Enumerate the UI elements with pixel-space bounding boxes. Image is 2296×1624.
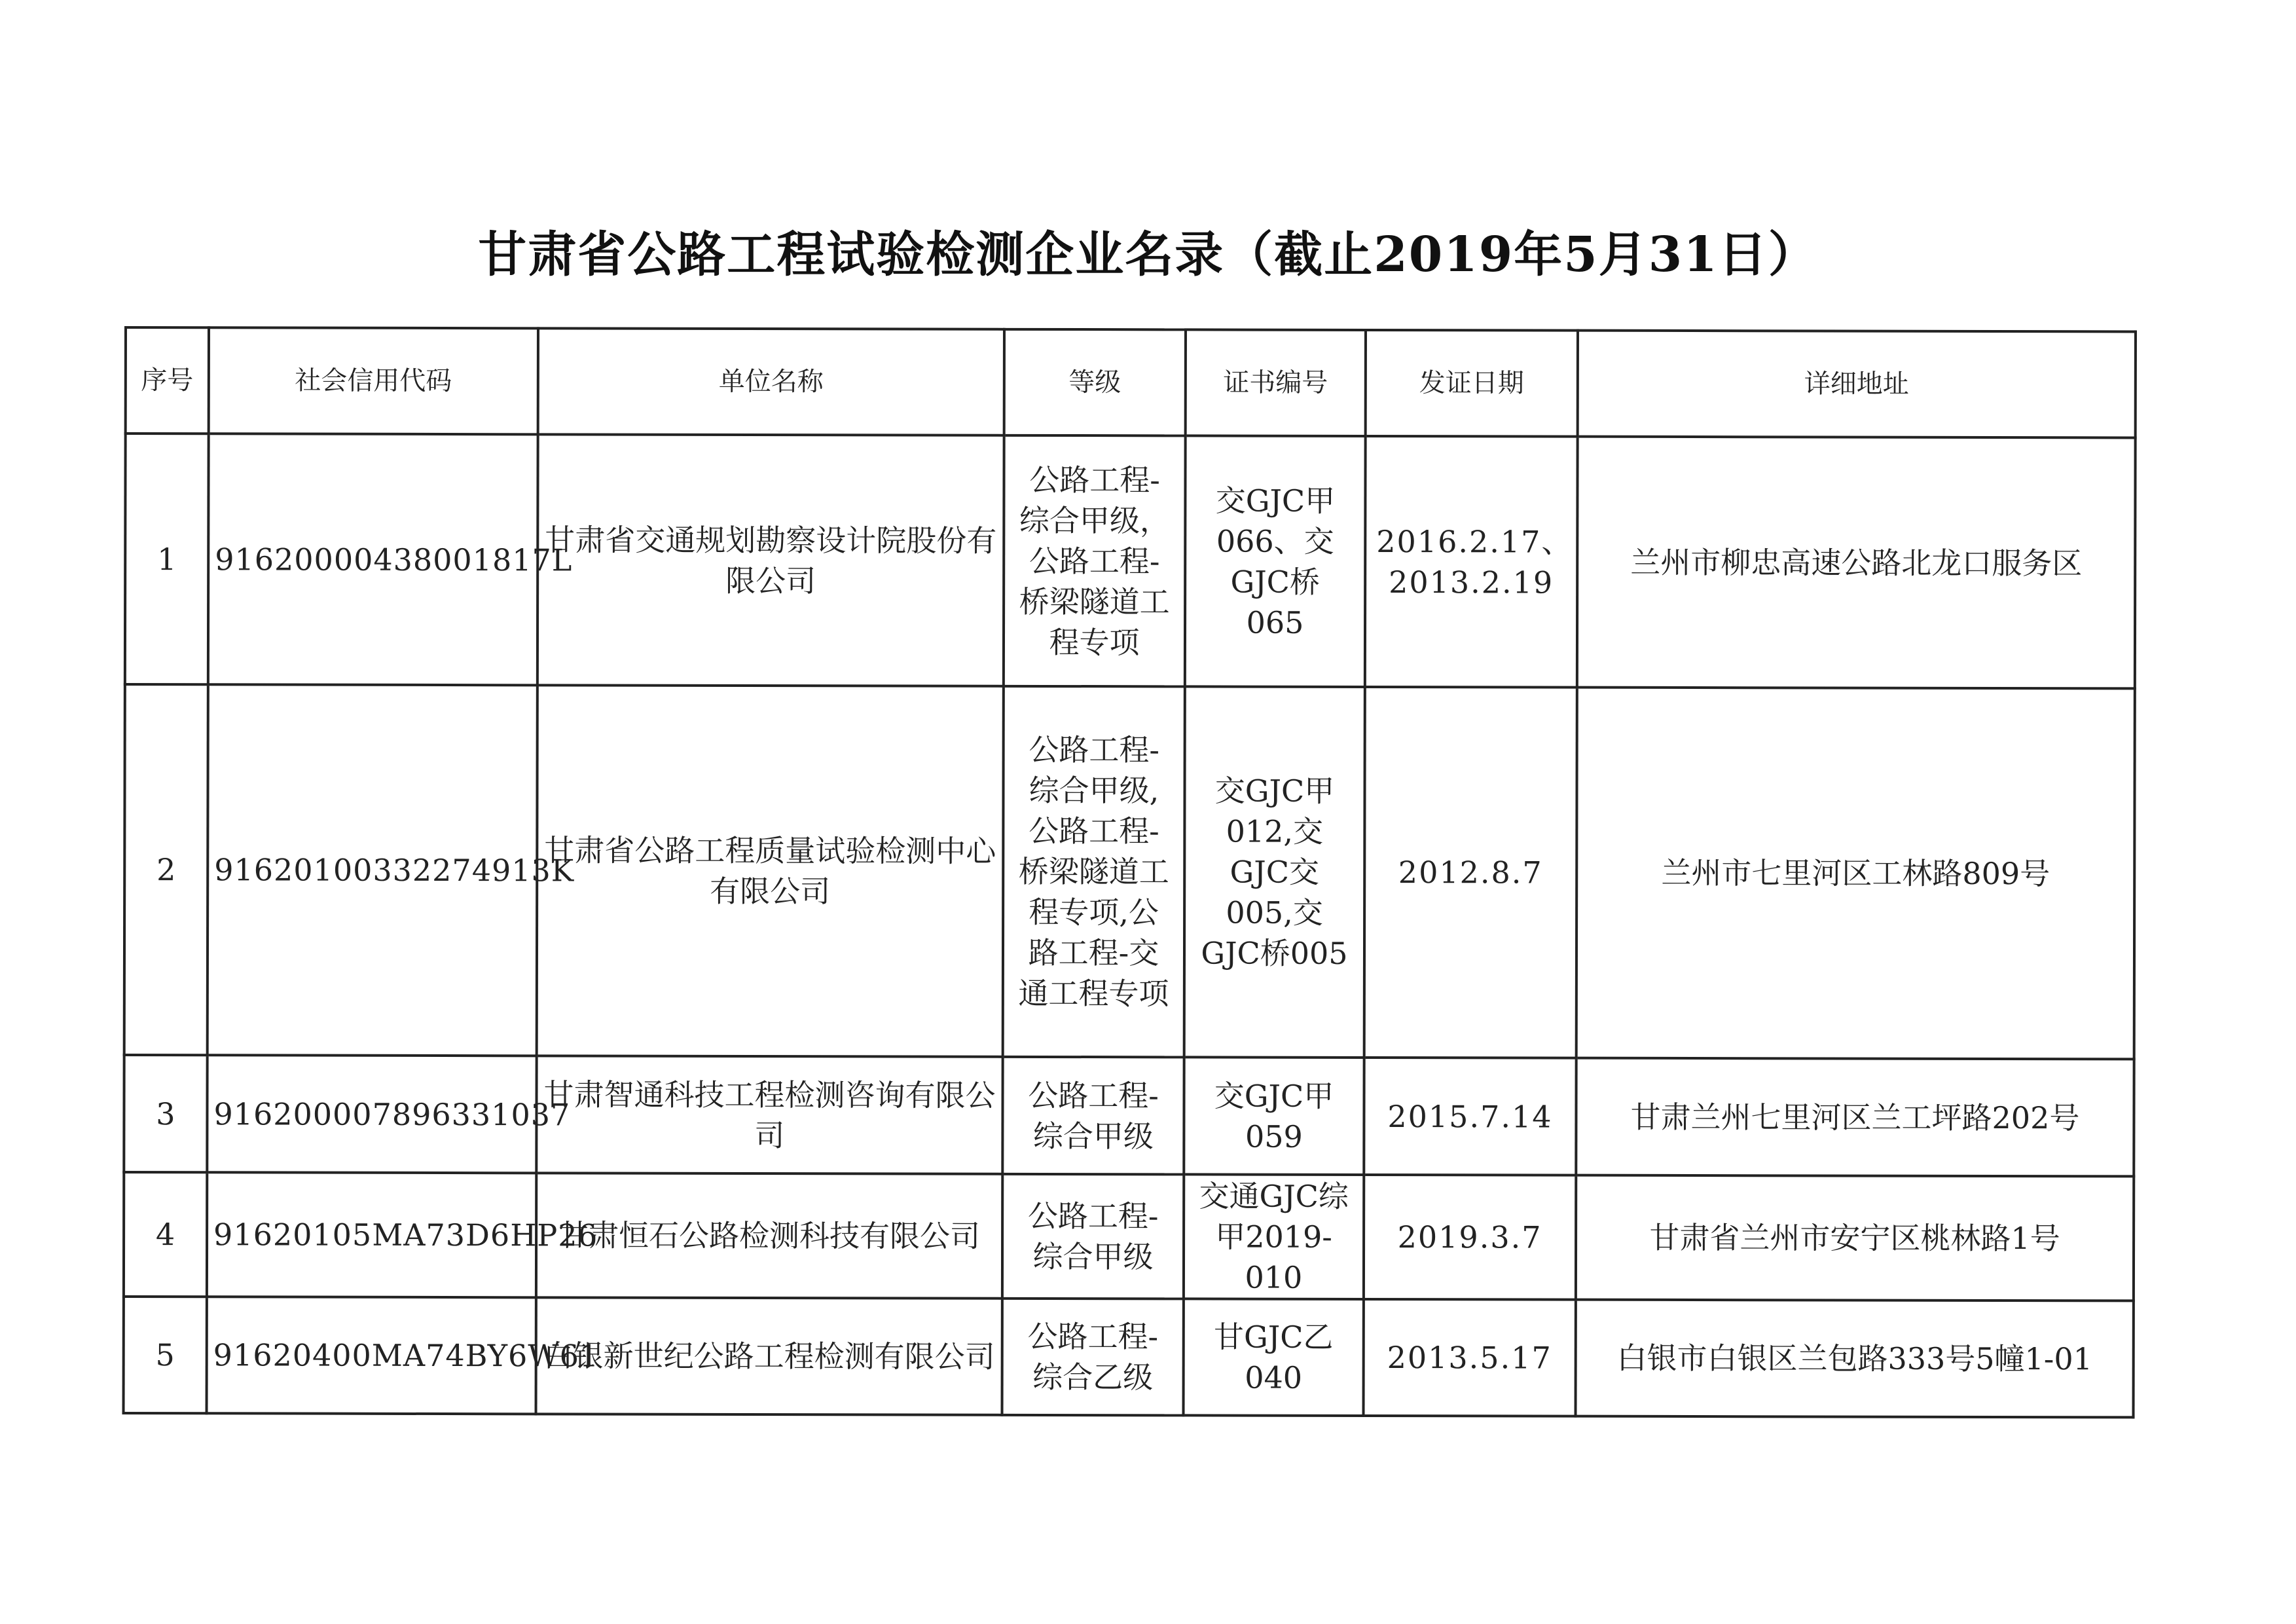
row-unit-name (538, 434, 1004, 686)
level-text: 公路工程-综合甲级，公路工程-桥梁隧道工程专项 (1019, 462, 1170, 660)
row-level (1004, 435, 1186, 687)
header-address: 详细地址 (1578, 331, 2136, 438)
row-cert-no (1184, 1057, 1364, 1175)
cert-no-text: 交GJC甲066、交GJC桥065 (1215, 482, 1336, 640)
enterprise-table (122, 326, 2137, 1418)
header-index: 序号 (126, 327, 209, 434)
row-index: 1 (125, 434, 209, 684)
level-text: 公路工程-综合乙级 (1027, 1318, 1159, 1395)
row-credit-code: 91620100332274913K (208, 684, 538, 1056)
row-unit-name (536, 1173, 1002, 1298)
header-cert-no: 证书编号 (1186, 329, 1366, 436)
row-index: 2 (124, 684, 208, 1055)
table-header-row (126, 327, 2136, 437)
row-level (1003, 686, 1185, 1058)
row-index: 4 (124, 1172, 207, 1297)
row-issue-date: 2013.5.17 (1364, 1299, 1576, 1416)
table-row (124, 1172, 2134, 1301)
row-address: 甘肃兰州七里河区兰工坪路202号 (1576, 1058, 2134, 1177)
row-credit-code: 91620000438001817L (208, 434, 538, 685)
unit-name-text: 甘肃省公路工程质量试验检测中心有限公司 (544, 832, 996, 910)
table-row (125, 434, 2136, 688)
header-level: 等级 (1004, 329, 1186, 436)
row-index: 3 (124, 1055, 207, 1172)
issue-date-text: 2016.2.17、2013.2.19 (1376, 523, 1573, 600)
header-unit-name: 单位名称 (538, 328, 1004, 435)
row-cert-no (1184, 686, 1365, 1058)
row-level (1002, 1174, 1184, 1299)
row-unit-name (536, 1297, 1002, 1414)
unit-name-text: 甘肃恒石公路检测科技有限公司 (558, 1217, 981, 1254)
table-row (124, 1055, 2134, 1176)
row-issue-date: 2012.8.7 (1364, 687, 1577, 1058)
row-unit-name (536, 1056, 1002, 1173)
row-credit-code: 91620400MA74BY6W61 (207, 1297, 536, 1414)
row-credit-code: 91620105MA73D6HP26 (207, 1172, 536, 1297)
unit-name-text: 甘肃省交通规划勘察设计院股份有限公司 (545, 521, 997, 599)
row-cert-no (1185, 435, 1366, 687)
cert-no-text: 甘GJC乙040 (1214, 1319, 1334, 1395)
row-issue-date (1365, 436, 1578, 688)
row-index: 5 (124, 1297, 207, 1413)
cert-no-text: 交通GJC综甲2019-010 (1199, 1178, 1349, 1295)
level-text: 公路工程-综合甲级 (1027, 1198, 1159, 1275)
row-address: 兰州市柳忠高速公路北龙口服务区 (1577, 437, 2136, 689)
level-text: 公路工程-综合甲级 (1028, 1077, 1159, 1154)
row-credit-code: 916200007896331037 (207, 1055, 536, 1173)
row-cert-no (1184, 1174, 1364, 1299)
table-row (124, 684, 2135, 1059)
row-address: 兰州市七里河区工林路809号 (1576, 688, 2135, 1060)
unit-name-text: 白银新世纪公路工程检测有限公司 (543, 1338, 995, 1375)
table-row (124, 1297, 2134, 1417)
header-credit-code: 社会信用代码 (209, 327, 538, 434)
row-address: 甘肃省兰州市安宁区桃林路1号 (1576, 1175, 2134, 1301)
row-issue-date: 2019.3.7 (1364, 1175, 1576, 1300)
cert-no-text: 交GJC甲012,交GJC交005,交GJC桥005 (1201, 773, 1348, 971)
unit-name-text: 甘肃智通科技工程检测咨询有限公司 (543, 1076, 996, 1153)
row-address: 白银市白银区兰包路333号5幢1-01 (1576, 1300, 2134, 1418)
cert-no-text: 交GJC甲059 (1214, 1077, 1334, 1154)
row-level (1002, 1299, 1184, 1416)
level-text: 公路工程-综合甲级,公路工程-桥梁隧道工程专项,公路工程-交通工程专项 (1018, 731, 1169, 1012)
row-level (1002, 1057, 1184, 1175)
row-cert-no (1184, 1299, 1364, 1416)
page-title: 甘肃省公路工程试验检测企业名录（截止2019年5月31日） (478, 227, 1818, 283)
header-issue-date: 发证日期 (1366, 330, 1578, 437)
row-issue-date: 2015.7.14 (1364, 1058, 1576, 1175)
row-unit-name (537, 685, 1004, 1056)
